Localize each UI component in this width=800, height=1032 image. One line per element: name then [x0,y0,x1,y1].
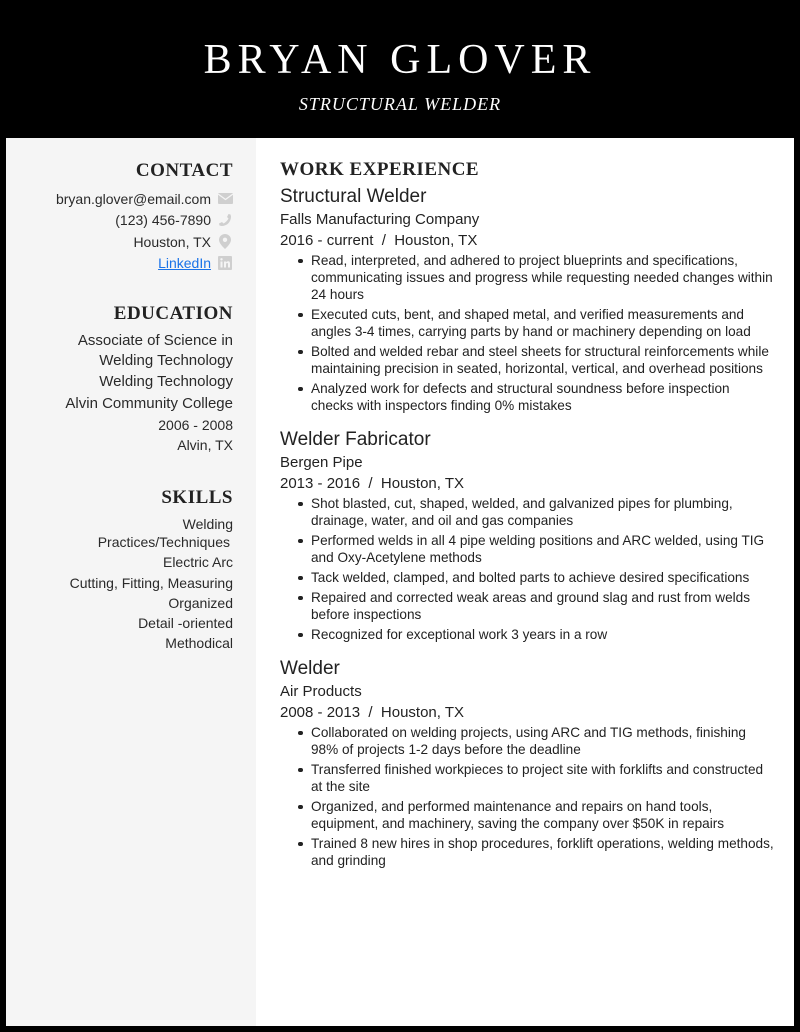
skill-item: Electric Arc [162,554,233,570]
work-experience-heading: WORK EXPERIENCE [280,159,480,180]
job-title: Welder Fabricator [280,429,431,450]
bullet: Analyzed work for defects and structural soundness before inspection checks with inspectors finding 0% mistakes [298,380,774,414]
phone-icon [217,212,233,228]
skill-item: Detail -oriented [138,615,233,631]
job-dates-location: 2016 - current / Houston, TX [280,232,478,249]
job-dates-location: 2008 - 2013 / Houston, TX [280,704,465,721]
school: Alvin Community College [65,395,233,412]
job-entry [280,185,774,414]
job-dates-location: 2013 - 2016 / Houston, TX [280,475,465,492]
bullet: Repaired and corrected weak areas and ground slag and rust from welds before inspections [298,589,774,623]
contact-location [13,231,233,253]
skill-item: Welding [182,516,233,532]
skill-item: Organized [168,595,233,611]
contact-section [13,159,233,274]
job-title: Structural Welder [280,186,427,207]
degree [8,331,233,371]
skill-item: Methodical [165,635,233,651]
job-company: Falls Manufacturing Company [280,211,480,228]
edu-years: 2006 - 2008 [158,417,233,433]
resume-header [0,0,800,138]
job-bullets [298,495,774,643]
bullet: Read, interpreted, and adhered to project blueprints and specifications, communicating issues and progress while requesting needed changes within 24 hours [298,252,774,303]
job-company: Bergen Pipe [280,454,363,471]
contact-phone [13,210,233,232]
resume-body [6,138,794,1026]
contact-heading: CONTACT [135,160,233,181]
edu-location: Alvin, TX [177,437,233,453]
degree-line-2: Welding Technology [99,352,233,369]
degree-line-1: Associate of Science in [77,332,233,349]
bullet: Performed welds in all 4 pipe welding positions and ARC welded, using TIG and Oxy-Acetylene methods [298,532,774,566]
education-heading: EDUCATION [113,303,233,324]
phone-text[interactable]: (123) 456-7890 [115,212,211,229]
bullet: Tack welded, clamped, and bolted parts to achieve desired specifications [298,569,774,586]
contact-linkedin [13,253,233,275]
candidate-title: STRUCTURAL WELDER [298,94,502,114]
map-pin-icon [217,234,233,250]
skills-section [8,486,233,653]
bullet: Trained 8 new hires in shop procedures, forklift operations, welding methods, and grinding [298,835,774,869]
job-entry [280,428,774,643]
job-bullets [298,724,774,869]
main-content [256,138,794,1026]
bullet: Transferred finished workpieces to project site with forklifts and constructed at the site [298,761,774,795]
skills-heading: SKILLS [161,487,233,508]
job-bullets [298,252,774,414]
bullet: Organized, and performed maintenance and repairs on hand tools, equipment, and machinery, saving the company over $50K in repairs [298,798,774,832]
skill-item: Cutting, Fitting, Measuring [69,575,233,591]
job-title: Welder [280,658,340,679]
envelope-icon [217,191,233,207]
contact-email [13,188,233,210]
education-section [8,302,233,455]
skill-item: Practices/Techniques [97,534,230,550]
candidate-name: BRYAN GLOVER [203,37,597,83]
bullet: Recognized for exceptional work 3 years in a row [298,626,774,643]
email-text[interactable]: bryan.glover@email.com [55,190,211,207]
location-text: Houston, TX [133,233,211,250]
sidebar [6,138,256,1026]
major: Welding Technology [99,373,233,390]
bullet: Bolted and welded rebar and steel sheets for structural reinforcements while maintaining precision in seated, horizontal, vertical, and overhead positions [298,343,774,377]
job-company: Air Products [280,683,362,700]
bullet: Shot blasted, cut, shaped, welded, and galvanized pipes for plumbing, drainage, water, and oil and gas companies [298,495,774,529]
linkedin-icon [217,255,233,271]
linkedin-link[interactable]: LinkedIn [158,255,211,272]
bullet: Collaborated on welding projects, using ARC and TIG methods, finishing 98% of projects 1-2 days before the deadline [298,724,774,758]
job-entry [280,657,774,869]
bullet: Executed cuts, bent, and shaped metal, and verified measurements and angles 3-4 times, carrying parts by hand or machinery depending on load [298,306,774,340]
